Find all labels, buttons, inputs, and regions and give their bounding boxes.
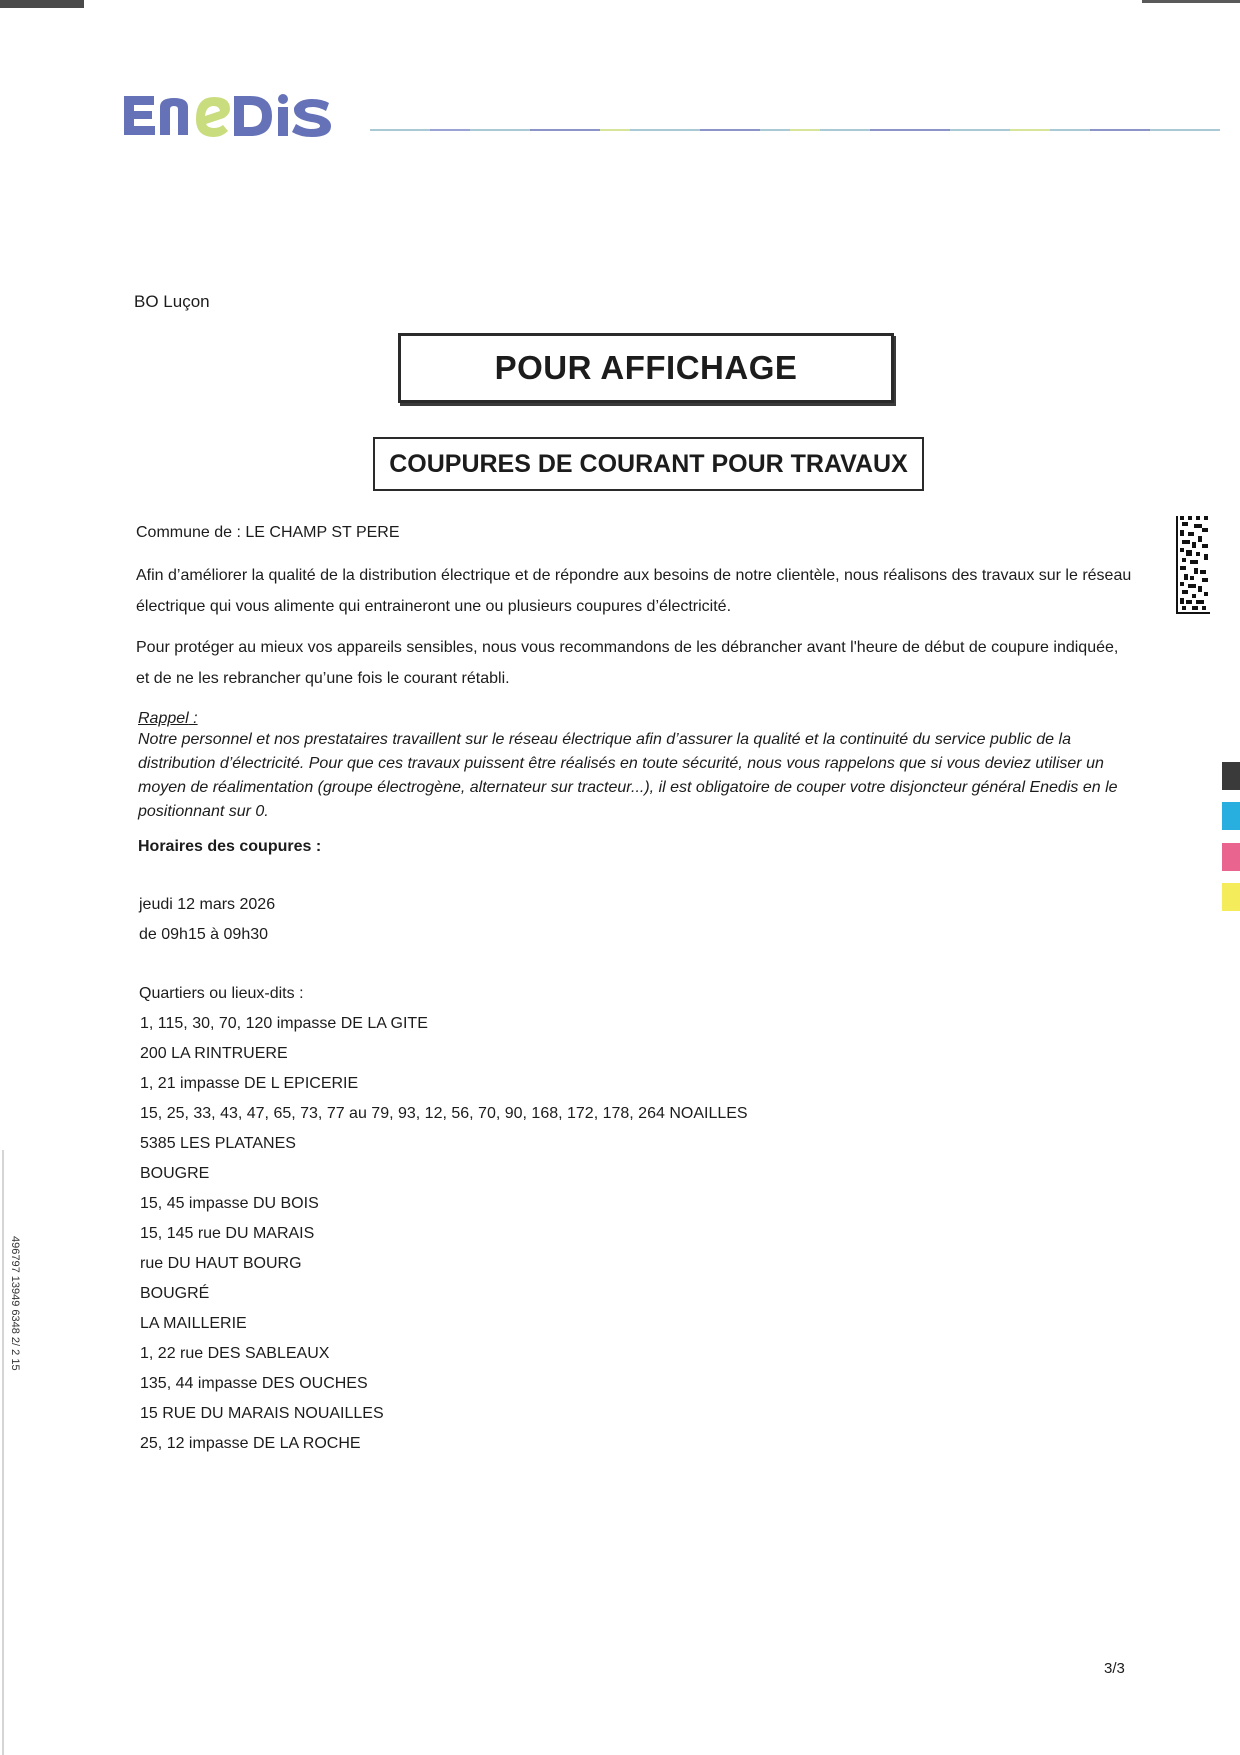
color-swatch-black (1222, 762, 1240, 790)
address-item: 1, 115, 30, 70, 120 impasse DE LA GITE (140, 1015, 428, 1032)
address-item: 15, 25, 33, 43, 47, 65, 73, 77 au 79, 93, 12, 56, 70, 90, 168, 172, 178, 264 NOAILLES (140, 1105, 748, 1122)
rappel-label (138, 710, 198, 728)
subheader-box-coupures: COUPURES DE COURANT POUR TRAVAUX (373, 437, 924, 491)
address-item: BOUGRÉ (140, 1285, 210, 1302)
address-item: 200 LA RINTRUERE (140, 1045, 288, 1062)
advice-paragraph: Pour protéger au mieux vos appareils sensibles, nous vous recommandons de les débrancher avant l'heure de début de coupure indiquée, et de ne les rebrancher qu’une fois le courant rétabli. (136, 639, 1119, 687)
rappel-text: Notre personnel et nos prestataires travaillent sur le réseau électrique afin d’assurer la qualité et la continuité du service public de la distribution d’électricité. Pour que ces travaux puissent être réalisés en toute sécurité, nous vous rappelons que si vous deviez utiliser un moyen de réalimentation (groupe électrogène, alternateur sur tracteur...), il est obligatoire de couper votre disjoncteur général Enedis en le positionnant sur 0. (138, 731, 1118, 820)
commune-line: Commune de : LE CHAMP ST PERE (136, 524, 400, 541)
address-item: 1, 21 impasse DE L EPICERIE (140, 1075, 359, 1092)
address-item: 15, 145 rue DU MARAIS (140, 1225, 315, 1242)
color-swatch-yellow (1222, 883, 1240, 911)
scan-edge-mark-right (1142, 0, 1240, 3)
intro-paragraph: Afin d’améliorer la qualité de la distribution électrique et de répondre aux besoins de notre clientèle, nous réalisons des travaux sur le réseau électrique qui vous alimente qui entraineront une ou plusieurs coupures d’électricité. (136, 567, 1132, 615)
scan-edge-line (2, 1150, 4, 1755)
sender-office: BO Luçon (134, 292, 210, 311)
address-item: BOUGRE (140, 1165, 210, 1182)
logo-dashed-line (370, 128, 1220, 132)
rappel-label-text: Rappel (138, 710, 189, 727)
address-item: 1, 22 rue DES SABLEAUX (140, 1345, 330, 1362)
schedule-time: de 09h15 à 09h30 (139, 926, 269, 943)
rappel-label-colon: : (188, 710, 198, 727)
schedule-date: jeudi 12 mars 2026 (139, 896, 276, 913)
address-item: 5385 LES PLATANES (140, 1135, 296, 1152)
schedule-heading: Horaires des coupures : (138, 838, 322, 855)
side-tracking-code (6, 1236, 26, 1436)
address-item: 15 RUE DU MARAIS NOUAILLES (140, 1405, 384, 1422)
quartiers-heading: Quartiers ou lieux-dits : (139, 985, 304, 1002)
address-item: 135, 44 impasse DES OUCHES (140, 1375, 368, 1392)
address-item: LA MAILLERIE (140, 1315, 247, 1332)
address-item: rue DU HAUT BOURG (140, 1255, 302, 1272)
side-tracking-code-text: 496797 13949 6348 2/ 2 15 (9, 1236, 21, 1371)
address-item: 25, 12 impasse DE LA ROCHE (140, 1435, 361, 1452)
page-number: 3/3 (1104, 1660, 1125, 1677)
header-box-pour-affichage: POUR AFFICHAGE (398, 333, 894, 403)
scan-edge-mark-left (0, 0, 84, 8)
color-swatch-cyan (1222, 802, 1240, 830)
datamatrix-barcode (1176, 516, 1210, 614)
enedis-logo (122, 86, 362, 146)
color-swatch-magenta (1222, 843, 1240, 871)
address-item: 15, 45 impasse DU BOIS (140, 1195, 319, 1212)
